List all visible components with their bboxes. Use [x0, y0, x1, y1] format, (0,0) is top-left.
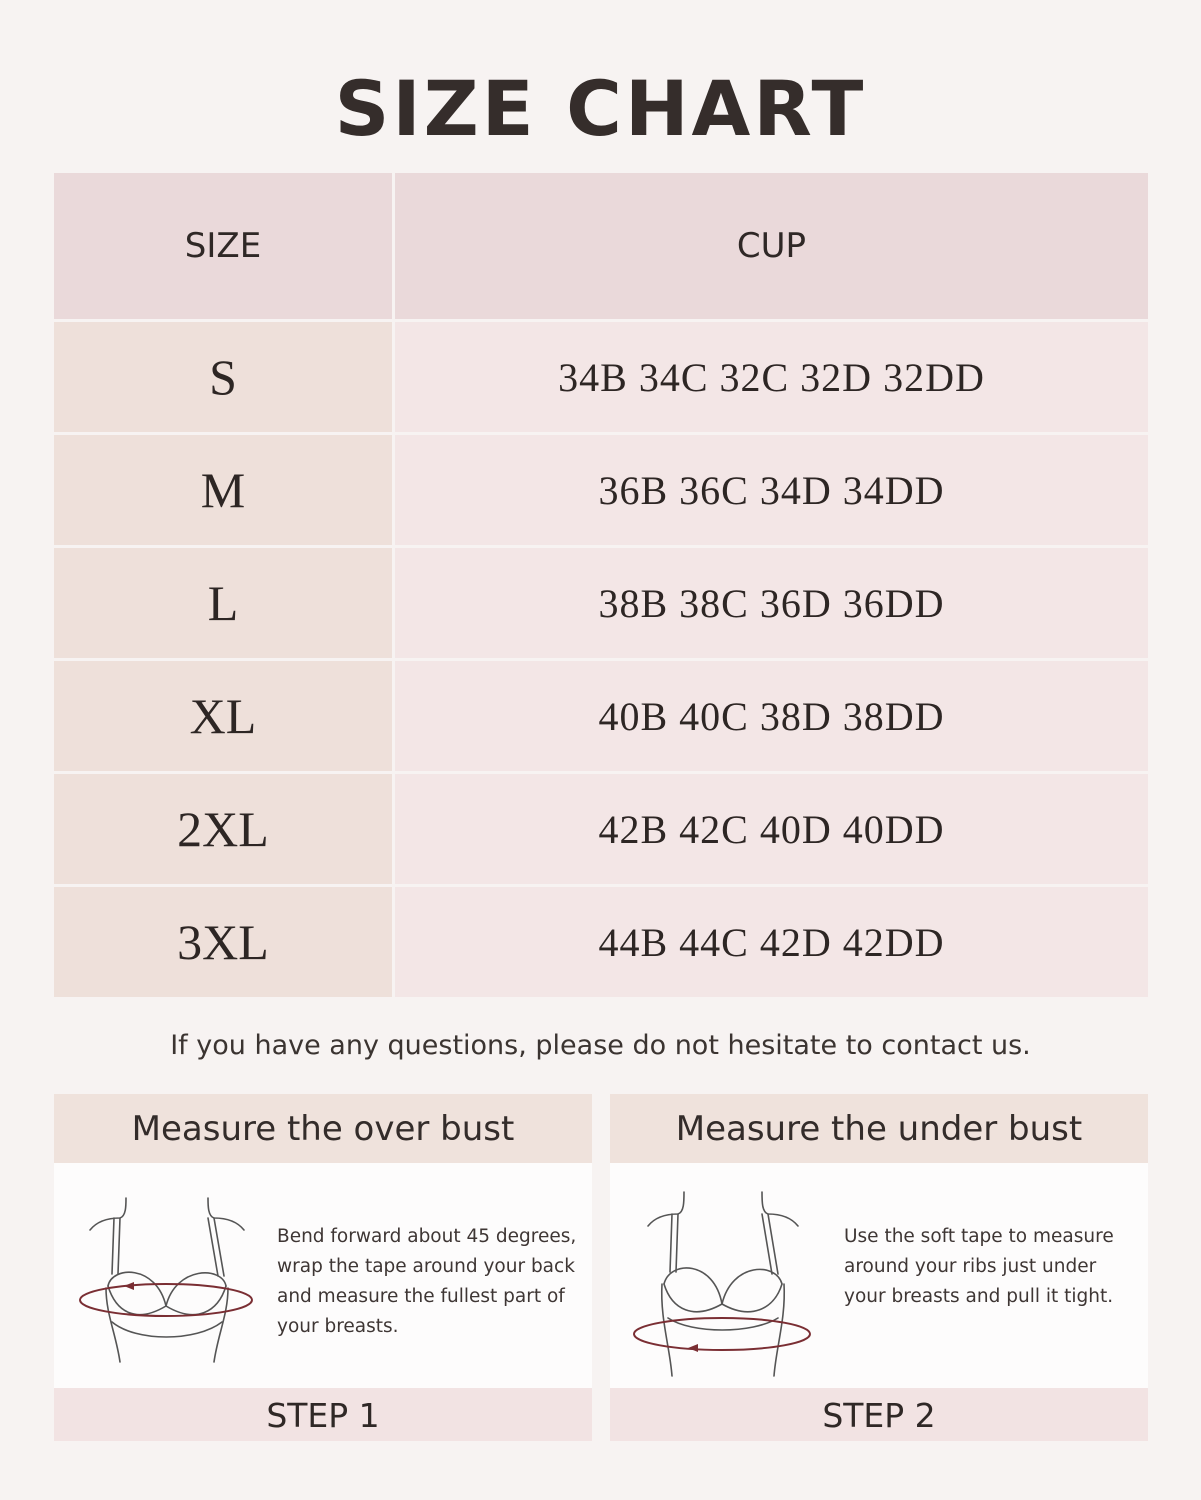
bra-under-bust-illustration-icon [626, 1188, 818, 1378]
size-cell: S [54, 321, 394, 434]
cup-cell: 42B 42C 40D 40DD [394, 773, 1149, 886]
table-row [54, 773, 1148, 886]
step-2-card [610, 1094, 1148, 1441]
page-title: SIZE CHART [334, 64, 867, 153]
bra-over-bust-illustration-icon [76, 1194, 258, 1364]
cup-column-header: CUP [394, 173, 1149, 321]
cup-cell: 34B 34C 32C 32D 32DD [394, 321, 1149, 434]
table-row [54, 434, 1148, 547]
step-1-instructions: Bend forward about 45 degrees, wrap the tape around your back and measure the fullest part of your breasts. [277, 1226, 577, 1337]
step-1-card [54, 1094, 592, 1441]
size-cell: 2XL [54, 773, 394, 886]
cup-cell: 44B 44C 42D 42DD [394, 886, 1149, 998]
size-cell: XL [54, 660, 394, 773]
contact-note: If you have any questions, please do not hesitate to contact us. [170, 1030, 1031, 1061]
table-header-row [54, 173, 1148, 321]
table-row [54, 547, 1148, 660]
cup-cell: 40B 40C 38D 38DD [394, 660, 1149, 773]
size-column-header: SIZE [54, 173, 394, 321]
step-1-label: STEP 1 [54, 1388, 592, 1441]
size-cell: M [54, 434, 394, 547]
cup-cell: 36B 36C 34D 34DD [394, 434, 1149, 547]
size-cell: L [54, 547, 394, 660]
step-2-heading: Measure the under bust [610, 1094, 1148, 1163]
table-row [54, 886, 1148, 998]
step-1-heading: Measure the over bust [54, 1094, 592, 1163]
cup-cell: 38B 38C 36D 36DD [394, 547, 1149, 660]
step-2-instructions: Use the soft tape to measure around your ribs just under your breasts and pull it tight. [844, 1226, 1114, 1307]
size-cell: 3XL [54, 886, 394, 998]
size-chart-table [54, 173, 1148, 997]
table-row [54, 660, 1148, 773]
step-2-label: STEP 2 [610, 1388, 1148, 1441]
table-row [54, 321, 1148, 434]
